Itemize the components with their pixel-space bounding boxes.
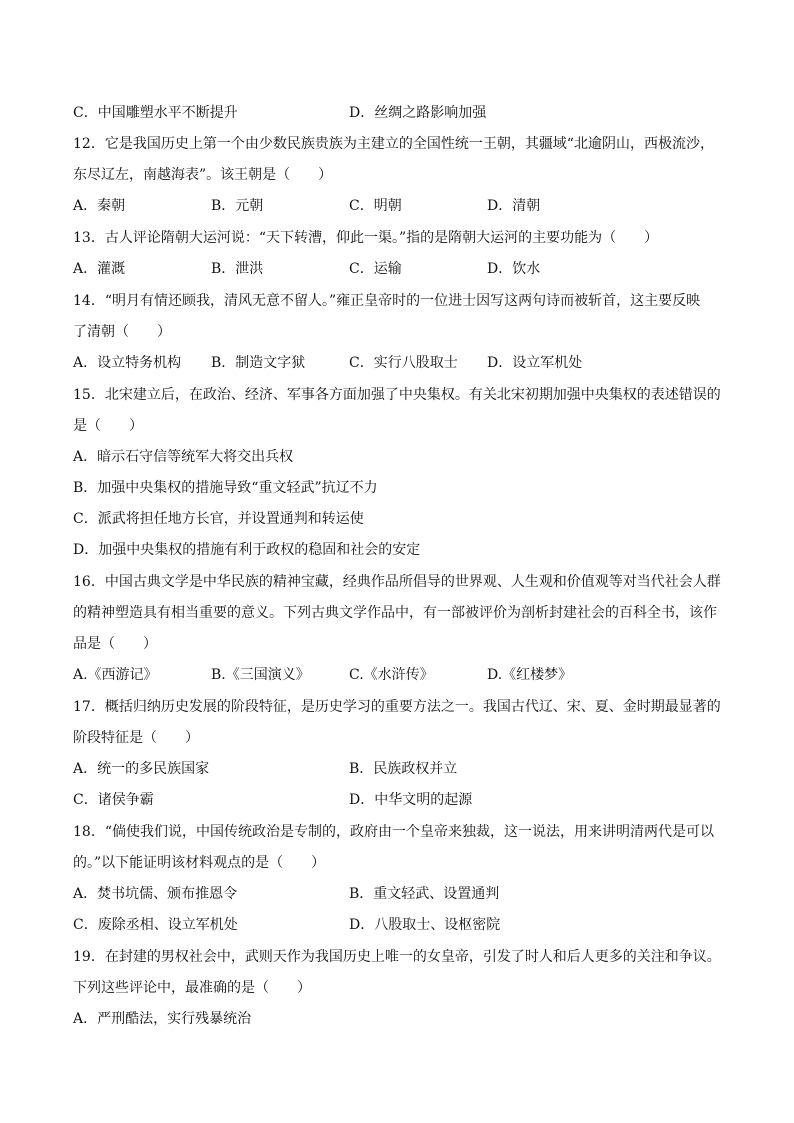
answer-option: B．元朝 bbox=[211, 198, 264, 214]
question-text-line: 下列这些评论中，最准确的是（ ） bbox=[73, 980, 311, 996]
answer-options-row bbox=[73, 353, 723, 373]
answer-option: C．明朝 bbox=[349, 198, 402, 214]
question-text-line: 12．它是我国历史上第一个由少数民族贵族为主建立的全国性统一王朝，其疆域“北逾阴山，西极流沙， bbox=[73, 136, 714, 152]
answer-option: C．运输 bbox=[349, 261, 402, 277]
question-text-line: D．加强中央集权的措施有利于政权的稳固和社会的安定 bbox=[73, 542, 421, 558]
question-text-line: B．加强中央集权的措施导致“重文轻武”抗辽不力 bbox=[73, 480, 378, 496]
answer-option: A．统一的多民族国家 bbox=[73, 761, 210, 777]
question-text-line: 的。”以下能证明该材料观点的是（ ） bbox=[73, 855, 326, 871]
answer-option: A．秦朝 bbox=[73, 198, 126, 214]
question-text-line: A．严刑酷法，实行残暴统治 bbox=[73, 1011, 252, 1027]
answer-options-row bbox=[73, 790, 723, 810]
answer-options-row bbox=[73, 759, 723, 779]
question-text-line: 19．在封建的男权社会中，武则天作为我国历史上唯一的女皇帝，引发了时人和后人更多的关注和争议。 bbox=[73, 949, 721, 965]
answer-option: A．焚书坑儒、颁布推恩令 bbox=[73, 886, 238, 902]
answer-option: C．中国雕塑水平不断提升 bbox=[73, 105, 238, 121]
question-text-line: 品是（ ） bbox=[73, 636, 157, 652]
answer-option: C．废除丞相、设立军机处 bbox=[73, 917, 238, 933]
question-text-line: 14．“明月有情还顾我，清风无意不留人。”雍正皇帝时的一位进士因写这两句诗而被斩首，这主要反映 bbox=[73, 293, 701, 309]
answer-option: D．中华文明的起源 bbox=[349, 792, 473, 808]
answer-options-row bbox=[73, 884, 723, 904]
answer-option: C．实行八股取士 bbox=[349, 355, 458, 371]
answer-option: D．丝绸之路影响加强 bbox=[349, 105, 487, 121]
answer-options-row bbox=[73, 259, 723, 279]
question-text-line: 是（ ） bbox=[73, 418, 143, 434]
question-text-line: 15．北宋建立后，在政治、经济、军事各方面加强了中央集权。有关北宋初期加强中央集权的表述错误的 bbox=[73, 387, 721, 403]
question-text-line: 13．古人评论隋朝大运河说：“天下转漕，仰此一渠。”指的是隋朝大运河的主要功能为（ ） bbox=[73, 230, 659, 246]
answer-option: A.《西游记》 bbox=[73, 667, 158, 683]
question-text-line: 阶段特征是（ ） bbox=[73, 730, 199, 746]
answer-option: A．设立特务机构 bbox=[73, 355, 182, 371]
answer-option: D．八股取士、设枢密院 bbox=[349, 917, 501, 933]
answer-option: D.《红楼梦》 bbox=[487, 667, 573, 683]
question-text-line: C．派武将担任地方长官，并设置通判和转运使 bbox=[73, 511, 364, 527]
answer-option: B．制造文字狱 bbox=[211, 355, 306, 371]
answer-options-row bbox=[73, 915, 723, 935]
question-text-line: 了清朝（ ） bbox=[73, 324, 171, 340]
answer-option: D．设立军机处 bbox=[487, 355, 583, 371]
answer-option: D．清朝 bbox=[487, 198, 541, 214]
answer-option: B．重文轻武、设置通判 bbox=[349, 886, 500, 902]
answer-option: C．诸侯争霸 bbox=[73, 792, 154, 808]
question-text-line: A．暗示石守信等统军大将交出兵权 bbox=[73, 449, 294, 465]
question-text-line: 16．中国古典文学是中华民族的精神宝藏，经典作品所倡导的世界观、人生观和价值观等对当代社会人群 bbox=[73, 574, 721, 590]
answer-options-row bbox=[73, 665, 723, 685]
answer-options-row bbox=[73, 103, 723, 123]
answer-option: D．饮水 bbox=[487, 261, 541, 277]
question-text-line: 18．“倘使我们说，中国传统政治是专制的，政府由一个皇帝来独裁，这一说法，用来讲明清两代是可以 bbox=[73, 824, 714, 840]
question-text-line: 的精神塑造具有相当重要的意义。下列古典文学作品中，有一部被评价为剖析封建社会的百科全书，该作 bbox=[73, 605, 717, 621]
question-text-line: 东尽辽左，南越海表”。该王朝是（ ） bbox=[73, 167, 333, 183]
answer-options-row bbox=[73, 196, 723, 216]
answer-option: B．泄洪 bbox=[211, 261, 264, 277]
question-text-line: 17．概括归纳历史发展的阶段特征，是历史学习的重要方法之一。我国古代辽、宋、夏、金时期最显著的 bbox=[73, 699, 721, 715]
answer-option: A．灌溉 bbox=[73, 261, 126, 277]
answer-option: B.《三国演义》 bbox=[211, 667, 310, 683]
answer-option: C.《水浒传》 bbox=[349, 667, 434, 683]
answer-option: B．民族政权并立 bbox=[349, 761, 458, 777]
